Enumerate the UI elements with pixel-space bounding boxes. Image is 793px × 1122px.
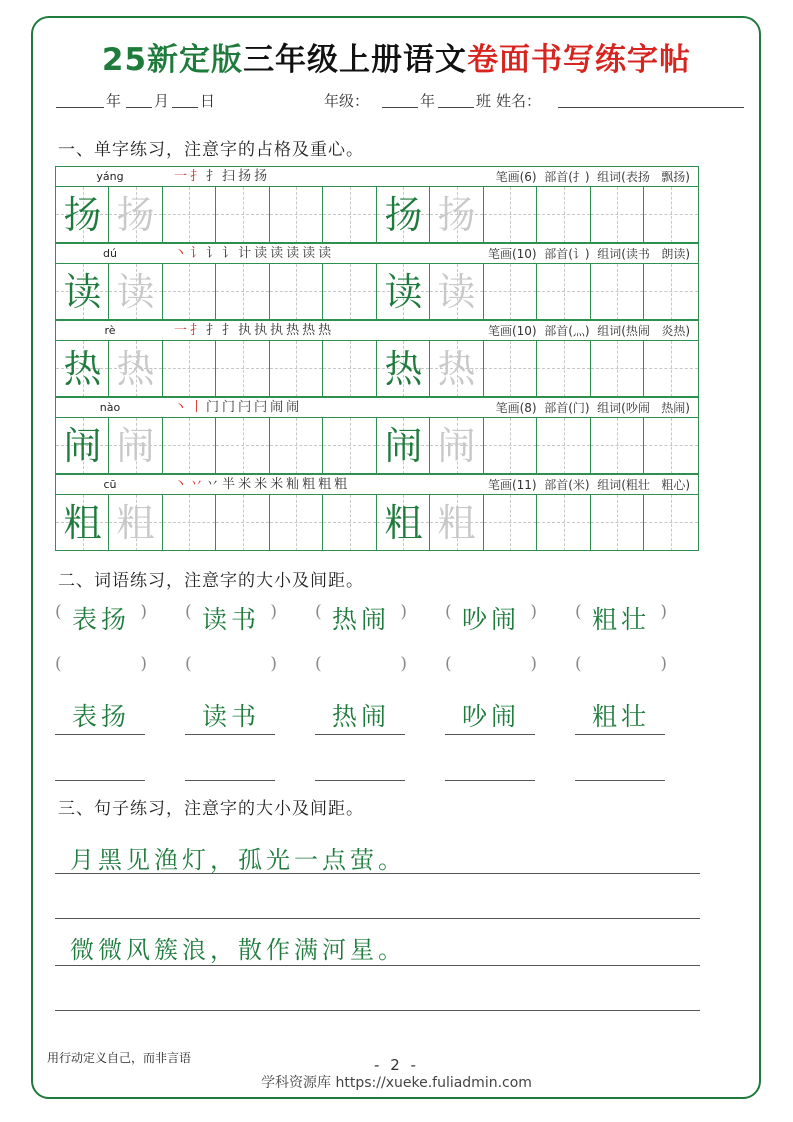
stroke-step: 丶: [174, 477, 191, 492]
bracket-open: (: [185, 654, 192, 674]
name-label: 姓名：: [496, 92, 542, 110]
bracket-open: (: [445, 602, 452, 622]
stroke-step: 扌: [190, 323, 207, 338]
word-blank-line[interactable]: [575, 780, 665, 781]
word-line: [55, 734, 145, 735]
bracketed-word: [55, 600, 147, 636]
bracket-close: ): [530, 602, 537, 622]
writing-cell[interactable]: [484, 418, 537, 474]
model-character: 闹: [384, 424, 423, 468]
bracket-close: ): [660, 602, 667, 622]
writing-cell[interactable]: [216, 495, 270, 551]
stroke-step: 讠: [190, 246, 207, 261]
model-character: 扬: [63, 193, 102, 237]
pinyin-row: [55, 166, 699, 187]
writing-cell[interactable]: [323, 341, 377, 397]
underlined-word: [575, 697, 667, 733]
class-blank[interactable]: [438, 107, 474, 108]
stroke-step: 粗: [302, 477, 319, 492]
char-info: 笔画(10) 部首(讠) 组词(读书 朗读): [487, 247, 690, 261]
bracket-open: (: [575, 602, 582, 622]
bracketed-word: [185, 600, 277, 636]
char-info: 笔画(10) 部首(灬) 组词(热闹 炎热): [487, 324, 690, 338]
word-text: 热闹: [331, 605, 390, 634]
writing-cell[interactable]: [484, 341, 537, 397]
writing-cell[interactable]: [377, 341, 430, 397]
empty-bracket-box[interactable]: [55, 652, 147, 682]
writing-cell[interactable]: [216, 187, 270, 243]
char-practice-table: [55, 166, 699, 553]
bracket-close: ): [140, 654, 147, 674]
stroke-step: 读: [286, 246, 303, 261]
writing-cell[interactable]: [270, 264, 323, 320]
section-3-heading: 三、句子练习，注意字的大小及间距。: [58, 799, 364, 819]
word-text: 粗壮: [591, 605, 650, 634]
writing-cell[interactable]: [644, 341, 699, 397]
word-line: [445, 734, 535, 735]
stroke-step: 扌: [206, 169, 223, 184]
month-label: 月: [154, 92, 170, 110]
writing-cell[interactable]: [163, 495, 216, 551]
stroke-step: 计: [238, 246, 255, 261]
stroke-step: 丷: [206, 477, 223, 492]
writing-cell[interactable]: [430, 341, 484, 397]
stroke-step: 门: [222, 400, 239, 415]
stroke-step: 扌: [222, 323, 239, 338]
writing-cell[interactable]: [537, 187, 591, 243]
writing-cell[interactable]: [430, 418, 484, 474]
writing-cell[interactable]: [216, 341, 270, 397]
page-title: [0, 34, 793, 79]
writing-cell[interactable]: [537, 495, 591, 551]
stroke-step: 讠: [222, 246, 239, 261]
writing-cell[interactable]: [377, 264, 430, 320]
trace-character: 粗: [116, 501, 155, 545]
title-part-3: 卷面书写练字帖: [467, 42, 692, 78]
writing-cell[interactable]: [109, 495, 163, 551]
writing-cell[interactable]: [484, 495, 537, 551]
bracket-close: ): [270, 654, 277, 674]
writing-cell[interactable]: [323, 418, 377, 474]
word-text: 表扬: [71, 605, 130, 634]
writing-cell[interactable]: [109, 264, 163, 320]
stroke-step: 闩: [254, 400, 271, 415]
stroke-step: 扌: [190, 169, 207, 184]
word-text: 读书: [201, 702, 260, 731]
class-label: 班: [476, 92, 492, 110]
stroke-step: 扫: [222, 169, 239, 184]
bracket-open: (: [575, 654, 582, 674]
trace-character: 闹: [116, 424, 155, 468]
writing-cell[interactable]: [55, 264, 109, 320]
bracket-open: (: [315, 654, 322, 674]
sentence-2: 微微风簇浪，散作满河星。: [70, 936, 406, 964]
day-label: 日: [200, 92, 216, 110]
grade-suffix: 年: [420, 92, 436, 110]
writing-row: [55, 495, 699, 551]
stroke-step: 门: [206, 400, 223, 415]
writing-row: [55, 264, 699, 320]
stroke-step: 扌: [206, 323, 223, 338]
writing-cell[interactable]: [484, 264, 537, 320]
bracket-open: (: [445, 654, 452, 674]
pinyin-label: rè: [104, 324, 116, 337]
empty-bracket-box[interactable]: [575, 652, 667, 682]
writing-cell[interactable]: [216, 264, 270, 320]
word-blank-line[interactable]: [315, 780, 405, 781]
bracket-close: ): [530, 654, 537, 674]
writing-cell[interactable]: [644, 418, 699, 474]
writing-cell[interactable]: [323, 495, 377, 551]
stroke-step: 扬: [238, 169, 255, 184]
writing-row: [55, 341, 699, 397]
stroke-step: 读: [254, 246, 271, 261]
grade-label: 年级：: [324, 92, 370, 110]
bracket-close: ): [270, 602, 277, 622]
stroke-step: 半: [222, 477, 239, 492]
section-2-heading: 二、词语练习，注意字的大小及间距。: [58, 571, 364, 591]
stroke-step: 执: [238, 323, 255, 338]
pinyin-label: cū: [103, 478, 117, 491]
bracket-close: ): [660, 654, 667, 674]
word-blank-line[interactable]: [55, 780, 145, 781]
writing-cell[interactable]: [163, 341, 216, 397]
stroke-order: [174, 321, 334, 341]
section-1-heading: 一、单字练习，注意字的占格及重心。: [58, 140, 364, 160]
model-character: 读: [63, 270, 102, 314]
stroke-step: 丨: [190, 400, 207, 415]
stroke-step: 米: [238, 477, 255, 492]
day-blank[interactable]: [172, 107, 198, 108]
writing-cell[interactable]: [377, 418, 430, 474]
trace-character: 热: [437, 347, 476, 391]
word-text: 吵闹: [461, 605, 520, 634]
pinyin-row: [55, 397, 699, 418]
trace-character: 粗: [437, 501, 476, 545]
writing-cell[interactable]: [163, 418, 216, 474]
trace-character: 闹: [437, 424, 476, 468]
stroke-step: 热: [318, 323, 335, 338]
writing-cell[interactable]: [323, 264, 377, 320]
writing-cell[interactable]: [216, 418, 270, 474]
writing-cell[interactable]: [430, 495, 484, 551]
stroke-step: 执: [270, 323, 287, 338]
writing-cell[interactable]: [591, 418, 644, 474]
empty-bracket-box[interactable]: [315, 652, 407, 682]
writing-cell[interactable]: [591, 264, 644, 320]
writing-row: [55, 418, 699, 474]
month-blank[interactable]: [126, 107, 152, 108]
writing-cell[interactable]: [163, 264, 216, 320]
stroke-order: [174, 244, 334, 264]
source-footer: 学科资源库 https://xueke.fuliadmin.com: [261, 1075, 532, 1091]
sentence-line: [55, 873, 700, 874]
word-text: 表扬: [71, 702, 130, 731]
empty-bracket-box[interactable]: [445, 652, 537, 682]
underlined-word: [315, 697, 407, 733]
stroke-step: 丶: [174, 246, 191, 261]
model-character: 读: [384, 270, 423, 314]
trace-character: 读: [437, 270, 476, 314]
model-character: 热: [384, 347, 423, 391]
stroke-step: 热: [286, 323, 303, 338]
writing-cell[interactable]: [591, 495, 644, 551]
writing-cell[interactable]: [109, 187, 163, 243]
bracket-open: (: [55, 602, 62, 622]
writing-cell[interactable]: [591, 187, 644, 243]
writing-cell[interactable]: [270, 187, 323, 243]
pinyin-row: [55, 243, 699, 264]
stroke-step: 读: [318, 246, 335, 261]
sentence-1: 月黑见渔灯，孤光一点萤。: [70, 846, 406, 874]
writing-cell[interactable]: [109, 418, 163, 474]
model-character: 扬: [384, 193, 423, 237]
writing-cell[interactable]: [377, 495, 430, 551]
word-text: 吵闹: [461, 702, 520, 731]
underlined-word: [445, 697, 537, 733]
char-info: 笔画(8) 部首(门) 组词(吵闹 热闹): [495, 401, 690, 415]
writing-cell[interactable]: [644, 495, 699, 551]
stroke-order: [174, 398, 302, 418]
underlined-word: [185, 697, 277, 733]
writing-cell[interactable]: [377, 187, 430, 243]
writing-row: [55, 187, 699, 243]
model-character: 粗: [384, 501, 423, 545]
bracketed-word: [315, 600, 407, 636]
stroke-step: 执: [254, 323, 271, 338]
word-text: 读书: [201, 605, 260, 634]
motto: 用行动定义自己，而非言语: [47, 1051, 192, 1065]
writing-cell[interactable]: [323, 187, 377, 243]
year-label: 年: [106, 92, 122, 110]
word-text: 热闹: [331, 702, 390, 731]
stroke-step: 籼: [286, 477, 303, 492]
model-character: 粗: [63, 501, 102, 545]
sentence-line: [55, 1010, 700, 1011]
stroke-order: [174, 475, 350, 495]
word-line: [575, 734, 665, 735]
sentence-line: [55, 918, 700, 919]
stroke-order: [174, 167, 270, 187]
pinyin-label: nào: [99, 401, 121, 414]
model-character: 热: [63, 347, 102, 391]
bracketed-word: [445, 600, 537, 636]
trace-character: 读: [116, 270, 155, 314]
stroke-step: 一: [174, 323, 191, 338]
writing-cell[interactable]: [55, 341, 109, 397]
word-blank-line[interactable]: [445, 780, 535, 781]
stroke-step: 闹: [286, 400, 303, 415]
char-info: 笔画(11) 部首(米) 组词(粗壮 粗心): [487, 478, 690, 492]
writing-cell[interactable]: [537, 418, 591, 474]
stroke-step: 丷: [190, 477, 207, 492]
bracket-open: (: [185, 602, 192, 622]
bracket-close: ): [400, 602, 407, 622]
bracket-open: (: [55, 654, 62, 674]
name-blank[interactable]: [558, 107, 744, 108]
writing-cell[interactable]: [537, 264, 591, 320]
char-info: 笔画(6) 部首(扌) 组词(表扬 飘扬): [495, 170, 690, 184]
stroke-step: 米: [270, 477, 287, 492]
bracket-close: ): [400, 654, 407, 674]
stroke-step: 粗: [334, 477, 351, 492]
stroke-step: 读: [270, 246, 287, 261]
pinyin-label: yáng: [96, 170, 124, 183]
sentence-line: [55, 965, 700, 966]
writing-cell[interactable]: [55, 187, 109, 243]
grade-blank[interactable]: [382, 107, 418, 108]
writing-cell[interactable]: [430, 187, 484, 243]
stroke-step: 讠: [206, 246, 223, 261]
stroke-step: 闩: [238, 400, 255, 415]
writing-cell[interactable]: [537, 341, 591, 397]
empty-bracket-box[interactable]: [185, 652, 277, 682]
writing-cell[interactable]: [270, 495, 323, 551]
stroke-step: 粗: [318, 477, 335, 492]
writing-cell[interactable]: [55, 418, 109, 474]
writing-cell[interactable]: [484, 187, 537, 243]
page-number: - 2 -: [374, 1056, 419, 1074]
writing-cell[interactable]: [644, 264, 699, 320]
pinyin-row: [55, 320, 699, 341]
trace-character: 扬: [437, 193, 476, 237]
title-part-1: 25新定版: [101, 42, 244, 78]
writing-cell[interactable]: [163, 187, 216, 243]
writing-cell[interactable]: [591, 341, 644, 397]
bracketed-word: [575, 600, 667, 636]
underlined-word: [55, 697, 147, 733]
stroke-step: 热: [302, 323, 319, 338]
stroke-step: 读: [302, 246, 319, 261]
trace-character: 热: [116, 347, 155, 391]
pinyin-label: dú: [103, 247, 117, 260]
word-line: [185, 734, 275, 735]
writing-cell[interactable]: [644, 187, 699, 243]
writing-cell[interactable]: [430, 264, 484, 320]
bracket-open: (: [315, 602, 322, 622]
writing-cell[interactable]: [270, 418, 323, 474]
year-blank[interactable]: [56, 107, 104, 108]
bracket-close: ): [140, 602, 147, 622]
word-line: [315, 734, 405, 735]
stroke-step: 一: [174, 169, 191, 184]
title-part-2: 三年级上册语文: [243, 42, 468, 78]
writing-cell[interactable]: [109, 341, 163, 397]
pinyin-row: [55, 474, 699, 495]
word-text: 粗壮: [591, 702, 650, 731]
trace-character: 扬: [116, 193, 155, 237]
stroke-step: 扬: [254, 169, 271, 184]
word-blank-line[interactable]: [185, 780, 275, 781]
model-character: 闹: [63, 424, 102, 468]
writing-cell[interactable]: [55, 495, 109, 551]
writing-cell[interactable]: [270, 341, 323, 397]
stroke-step: 丶: [174, 400, 191, 415]
stroke-step: 米: [254, 477, 271, 492]
stroke-step: 闹: [270, 400, 287, 415]
